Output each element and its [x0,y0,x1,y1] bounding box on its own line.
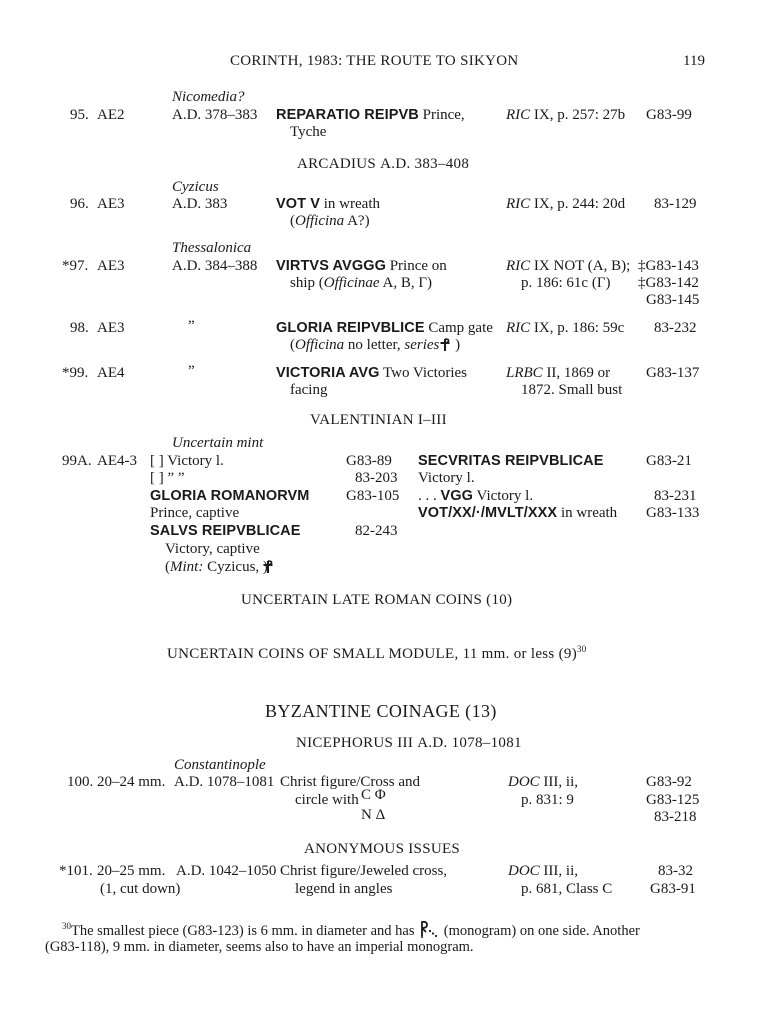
section-heading: VALENTINIAN I–III [310,412,447,428]
reference-cont: p. 186: 61c (Γ) [521,275,611,291]
coin-size: 20–24 mm. [97,774,166,790]
section-heading: ANONYMOUS ISSUES [304,841,461,857]
inventory-number: G83-145 [646,292,700,308]
sub-entry: Victory, captive [165,541,260,557]
description-cont: (Officina A?) [290,213,370,229]
entry-number: 99A. [62,453,92,469]
inventory-number: G83-133 [646,505,700,521]
description: REPARATIO REIPVB Prince, [276,107,465,123]
inventory-number: 83-129 [654,196,697,212]
mint-name: Nicomedia? [172,89,245,105]
date: A.D. 384–388 [172,258,258,274]
sub-entry: Victory l. [418,470,475,486]
denomination: AE4 [97,365,125,381]
entry-number: *101. [59,863,93,879]
monogram-letters: C Φ [361,787,386,803]
inventory-number: G83-105 [346,488,400,504]
legend: SECVRITAS REIPVBLICAE [418,453,604,469]
reference: RIC IX, p. 186: 59c [506,320,625,336]
description-cont: facing [290,382,328,398]
inventory-number: ‡G83-142 [638,275,699,291]
sub-entry: . . . VGG Victory l. [418,488,534,504]
staurogram-icon [262,560,274,574]
entry-number: 100. [67,774,94,790]
reference-cont: p. 681, Class C [521,881,613,897]
running-title: CORINTH, 1983: THE ROUTE TO SIKYON [230,53,519,69]
denomination: AE2 [97,107,125,123]
section-heading: UNCERTAIN LATE ROMAN COINS (10) [241,592,513,608]
legend: REPARATIO REIPVB [276,107,419,123]
description-cont: Tyche [290,124,327,140]
inventory-number: 83-203 [355,470,398,486]
entry-number: 96. [70,196,89,212]
sub-entry: Prince, captive [150,505,240,521]
section-heading: UNCERTAIN COINS OF SMALL MODULE, 11 mm. or less $(9)^{30}$ [167,644,587,662]
inventory-number: 83-231 [654,488,697,504]
entry-number: *97. [62,258,89,274]
staurogram-icon [439,338,451,352]
inventory-number: G83-91 [650,881,696,897]
inventory-number: G83-137 [646,365,700,381]
note: (1, cut down) [100,881,181,897]
inventory-number: G83-89 [346,453,392,469]
chapter-heading: BYZANTINE COINAGE (13) [265,701,497,721]
coin-size: 20–25 mm. [97,863,166,879]
denomination: AE4-3 [97,453,137,469]
inventory-number: G83-92 [646,774,692,790]
mint-name: Constantinople [174,757,266,773]
entry-number: *99. [62,365,89,381]
page-number: 119 [683,53,705,69]
description-cont: legend in angles [295,881,393,897]
reference-cont: p. 831: 9 [521,792,574,808]
date: A.D. 1078–1081 [174,774,275,790]
entry-number: 95. [70,107,89,123]
footnote: $^{30}$The smallest piece (G83-123) is 6 mm. in diameter and has (monogram) on one side. Another [62,921,640,939]
section-heading: ARCADIUS A.D. 383–408 [297,156,470,172]
footnote-cont: (G83-118), 9 mm. in diameter, seems also to have an imperial monogram. [45,939,474,955]
mint-name: Thessalonica [172,240,252,256]
footnote-number: 30 [62,921,71,931]
date: A.D. 1042–1050 [176,863,277,879]
reference: DOC III, ii, [508,774,578,790]
description: VIRTVS AVGGG Prince on [276,258,447,274]
denomination: AE3 [97,258,125,274]
legend: GLORIA ROMANORVM [150,488,310,504]
legend: VOT V [276,196,321,212]
reference: DOC III, ii, [508,863,578,879]
denomination: AE3 [97,196,125,212]
description-cont: ship (Officinae A, B, Γ) [290,275,433,291]
description-cont: circle with [295,792,359,808]
reference: LRBC II, 1869 or [506,365,611,381]
monogram-letters: N Δ [361,807,386,823]
section-heading: NICEPHORUS III A.D. 1078–1081 [296,735,522,751]
legend: SALVS REIPVBLICAE [150,523,301,539]
mint-name: Cyzicus [172,179,219,195]
sub-entry: [ ] Victory l. [150,453,224,469]
denomination: AE3 [97,320,125,336]
inventory-number: G83-125 [646,792,700,808]
reference: RIC IX, p. 244: 20d [506,196,626,212]
ditto-mark: ” [188,363,195,379]
legend: VIRTVS AVGGG [276,258,386,274]
description: GLORIA REIPVBLICE Camp gate [276,320,493,336]
inventory-number: 83-218 [654,809,697,825]
inventory-number: G83-99 [646,107,692,123]
inventory-number: 83-32 [658,863,693,879]
mint-name: Uncertain mint [172,435,264,451]
inventory-number: 83-232 [654,320,697,336]
legend: GLORIA REIPVBLICE [276,320,425,336]
ditto-mark: ” [188,318,195,334]
date: A.D. 378–383 [172,107,258,123]
reference: RIC IX NOT (A, B); [506,258,631,274]
inventory-number: ‡G83-143 [638,258,699,274]
sub-entry: [ ] ” ” [150,470,185,486]
description: Christ figure/Jeweled cross, [280,863,448,879]
sub-entry: VOT/XX/·/MVLT/XXX in wreath [418,505,618,521]
description: VICTORIA AVG Two Victories [276,365,468,381]
description-cont: (Officina no letter, series ) [290,337,461,353]
reference-cont: 1872. Small bust [521,382,623,398]
legend: VICTORIA AVG [276,365,380,381]
description: VOT V in wreath [276,196,380,212]
inventory-number: G83-21 [646,453,692,469]
description: Christ figure/Cross and [280,774,420,790]
monogram-icon [418,920,440,938]
sub-entry: (Mint: Cyzicus, ) [165,559,268,575]
date: A.D. 383 [172,196,228,212]
inventory-number: 82-243 [355,523,398,539]
reference: RIC IX, p. 257: 27b [506,107,626,123]
entry-number: 98. [70,320,89,336]
